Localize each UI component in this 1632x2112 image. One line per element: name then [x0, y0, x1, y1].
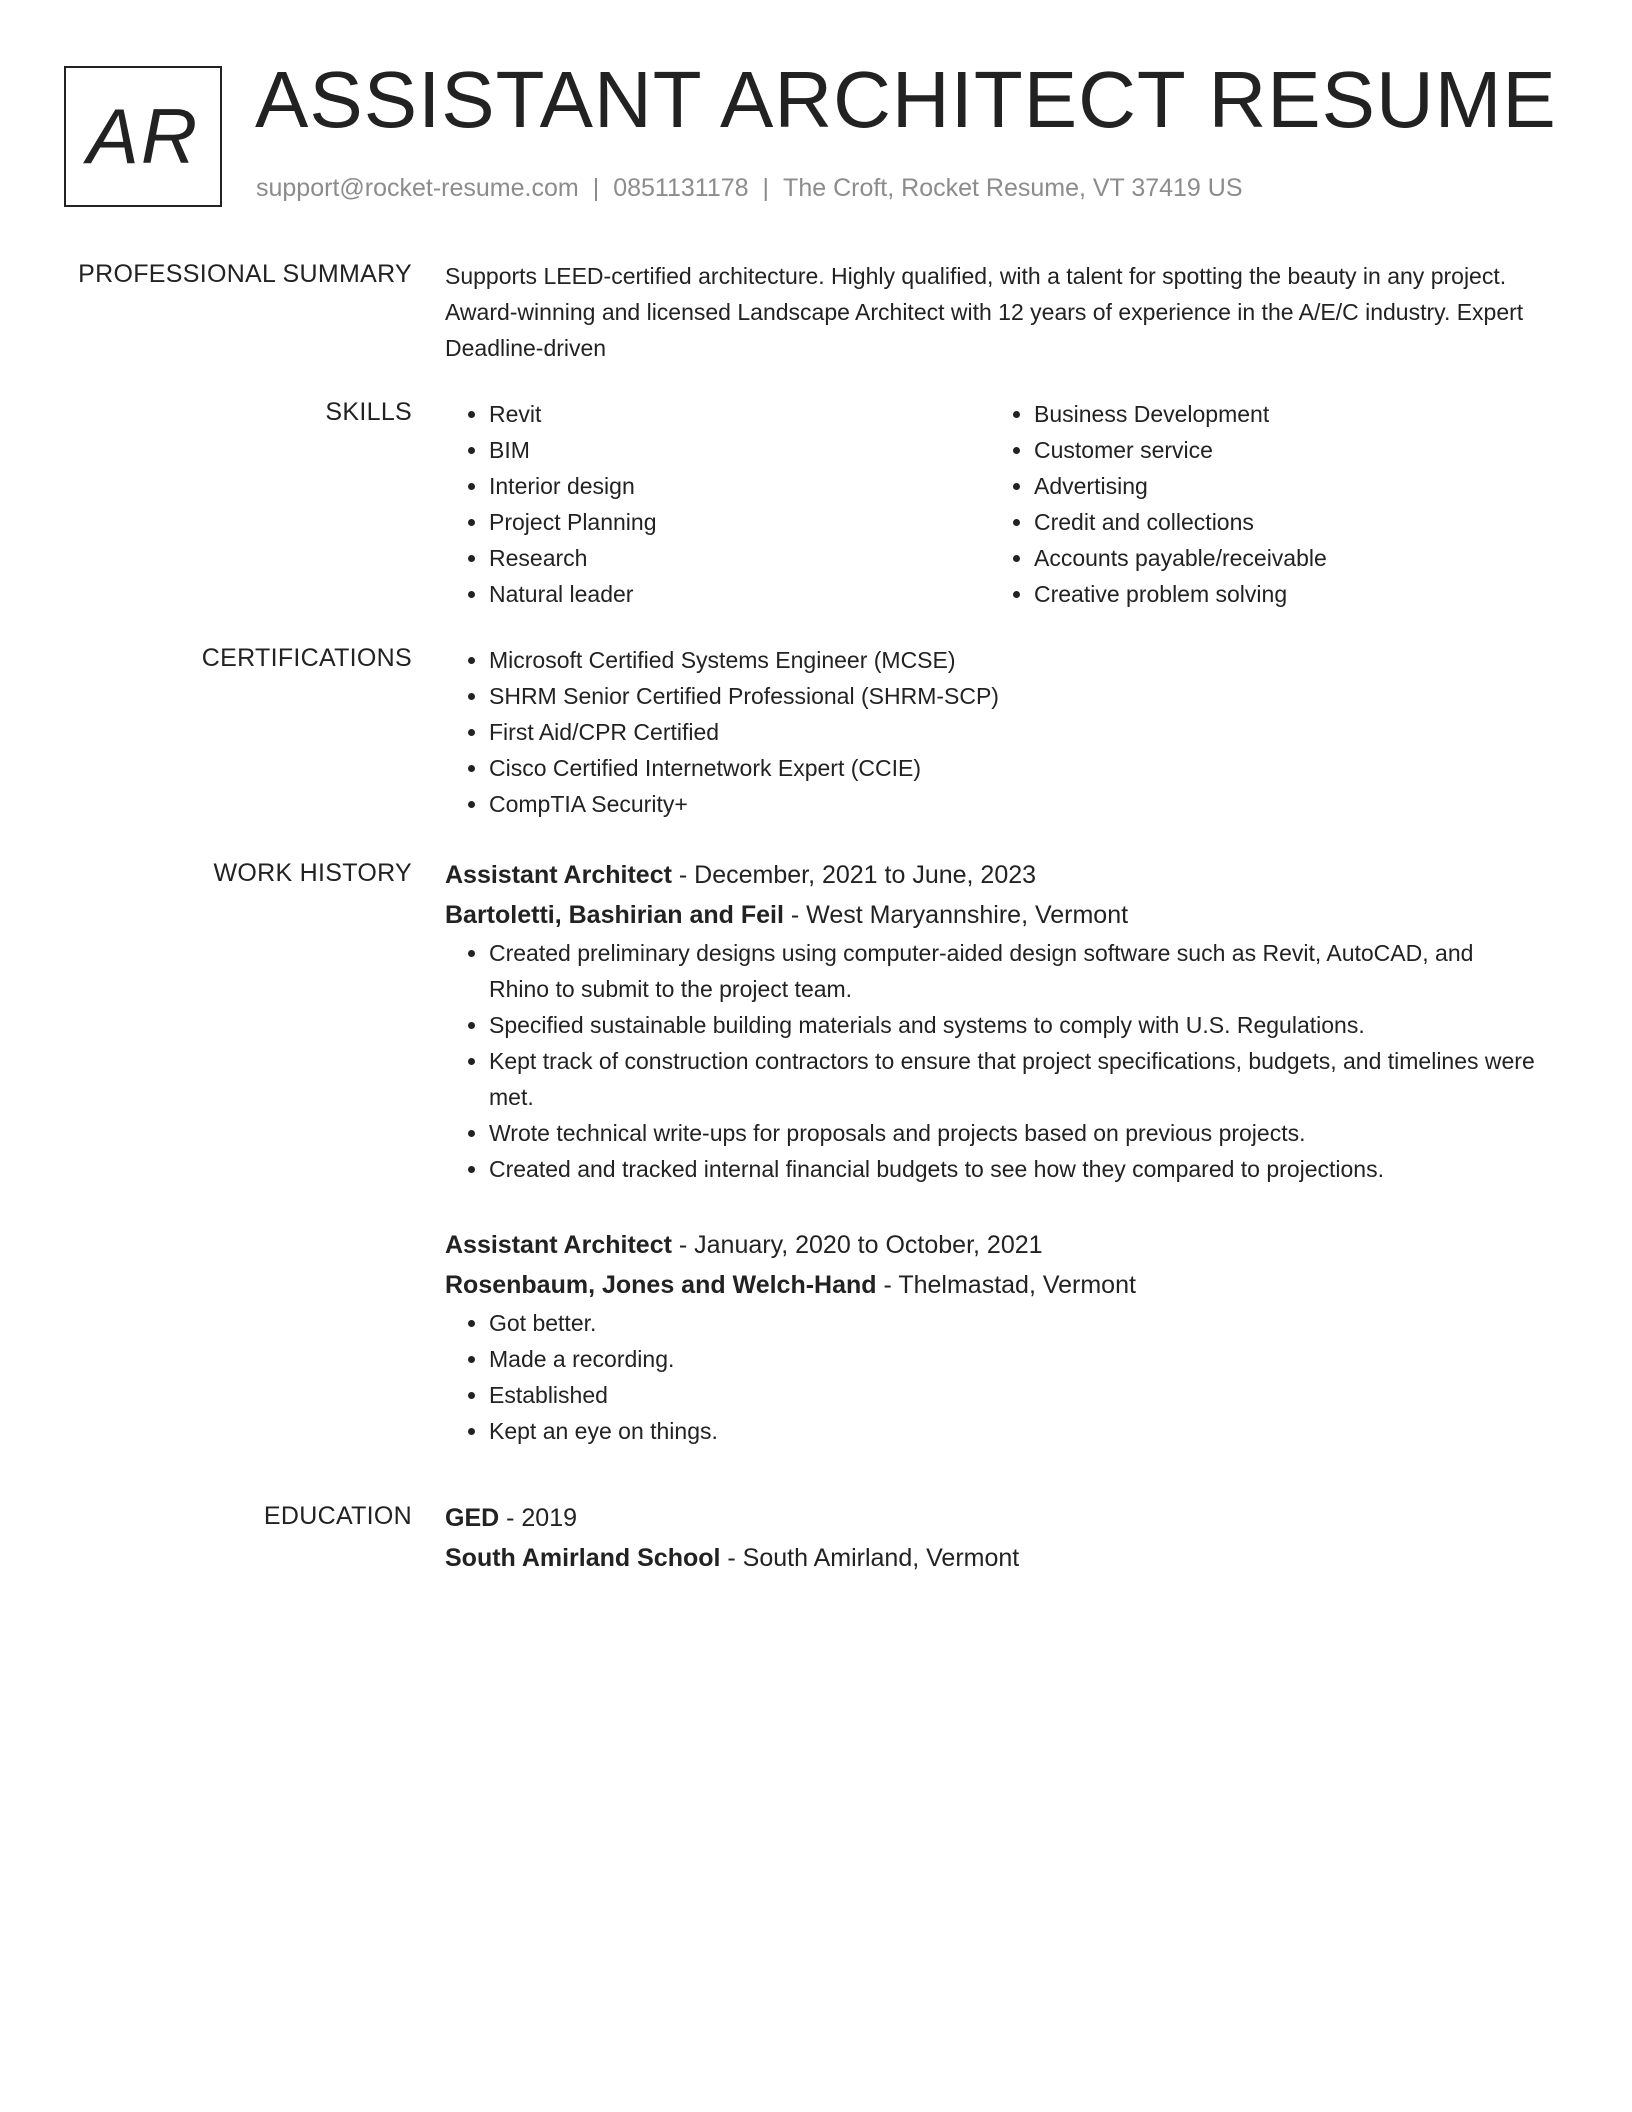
job-company-line	[445, 895, 1535, 935]
job-location: - Thelmastad, Vermont	[876, 1271, 1136, 1299]
certifications-body	[445, 642, 1535, 822]
contact-separator: |	[762, 174, 770, 202]
job-duty-item: • Created and tracked internal financial budgets to see how they compared to projections.	[489, 1151, 1535, 1187]
education-school-line	[445, 1538, 1535, 1578]
skill-item: • Advertising	[1034, 468, 1535, 504]
job-dates: - January, 2020 to October, 2021	[671, 1231, 1043, 1259]
education-school: South Amirland School	[445, 1544, 721, 1572]
skill-item: • BIM	[489, 432, 990, 468]
job-duty-item: • Made a recording.	[489, 1341, 1535, 1377]
skills-list-right	[990, 396, 1535, 612]
summary-body	[445, 258, 1535, 366]
job-title-line	[445, 855, 1535, 895]
resume-title: ASSISTANT ARCHITECT RESUME	[255, 55, 1557, 144]
job-entry	[445, 1225, 1535, 1449]
job-company: Bartoletti, Bashirian and Feil	[445, 901, 784, 929]
job-duties-list	[445, 1305, 1535, 1449]
skills-heading: SKILLS	[325, 398, 412, 426]
skill-item: • Revit	[489, 396, 990, 432]
certification-item: • Cisco Certified Internetwork Expert (CCIE)	[489, 750, 1535, 786]
skill-item: • Interior design	[489, 468, 990, 504]
monogram-badge: AR	[64, 66, 222, 207]
job-duty-item: • Specified sustainable building materials and systems to comply with U.S. Regulations.	[489, 1007, 1535, 1043]
job-duties-list	[445, 935, 1535, 1187]
contact-address: The Croft, Rocket Resume, VT 37419 US	[783, 174, 1243, 202]
skill-item: • Accounts payable/receivable	[1034, 540, 1535, 576]
work-history-heading: WORK HISTORY	[213, 859, 412, 887]
education-heading: EDUCATION	[263, 1502, 412, 1530]
certification-item: • SHRM Senior Certified Professional (SHRM-SCP)	[489, 678, 1535, 714]
skills-body	[445, 396, 1535, 612]
summary-text: Supports LEED-certified architecture. Highly qualified, with a talent for spotting the beauty in any project. Award-winning and licensed Landscape Architect with 12 years of experience in the A/E/C industry. Expert Deadline-driven	[445, 263, 1524, 361]
summary-heading: PROFESSIONAL SUMMARY	[78, 260, 412, 288]
contact-email[interactable]: support@rocket-resume.com	[256, 174, 579, 202]
job-duty-item: • Created preliminary designs using computer-aided design software such as Revit, AutoCAD, and Rhino to submit to the project team.	[489, 935, 1535, 1007]
certification-item: • Microsoft Certified Systems Engineer (MCSE)	[489, 642, 1535, 678]
job-duty-item: • Kept an eye on things.	[489, 1413, 1535, 1449]
skill-item: • Creative problem solving	[1034, 576, 1535, 612]
certifications-list	[445, 642, 1535, 822]
job-title-line	[445, 1225, 1535, 1265]
education-degree-line	[445, 1498, 1535, 1538]
certification-item: • First Aid/CPR Certified	[489, 714, 1535, 750]
job-dates: - December, 2021 to June, 2023	[671, 861, 1037, 889]
skill-item: • Credit and collections	[1034, 504, 1535, 540]
certifications-heading: CERTIFICATIONS	[201, 644, 412, 672]
work-history-body	[445, 855, 1535, 1449]
skill-item: • Project Planning	[489, 504, 990, 540]
job-duty-item: • Got better.	[489, 1305, 1535, 1341]
job-duty-item: • Wrote technical write-ups for proposals and projects based on previous projects.	[489, 1115, 1535, 1151]
certification-item: • CompTIA Security+	[489, 786, 1535, 822]
skill-item: • Customer service	[1034, 432, 1535, 468]
education-body	[445, 1498, 1535, 1578]
skill-item: • Natural leader	[489, 576, 990, 612]
skills-list-left	[445, 396, 990, 612]
job-company: Rosenbaum, Jones and Welch-Hand	[445, 1271, 877, 1299]
contact-separator: |	[592, 174, 600, 202]
contact-line	[256, 174, 1243, 203]
job-location: - West Maryannshire, Vermont	[783, 901, 1129, 929]
job-company-line	[445, 1265, 1535, 1305]
contact-phone[interactable]: 0851131178	[613, 174, 749, 202]
education-year: - 2019	[499, 1504, 578, 1532]
job-duty-item: • Kept track of construction contractors to ensure that project specifications, budgets, and timelines were met.	[489, 1043, 1535, 1115]
skill-item: • Research	[489, 540, 990, 576]
job-entry	[445, 855, 1535, 1187]
job-title: Assistant Architect	[445, 1231, 672, 1259]
job-duty-item: • Established	[489, 1377, 1535, 1413]
skill-item: • Business Development	[1034, 396, 1535, 432]
education-degree: GED	[445, 1504, 500, 1532]
education-location: - South Amirland, Vermont	[720, 1544, 1020, 1572]
job-title: Assistant Architect	[445, 861, 672, 889]
